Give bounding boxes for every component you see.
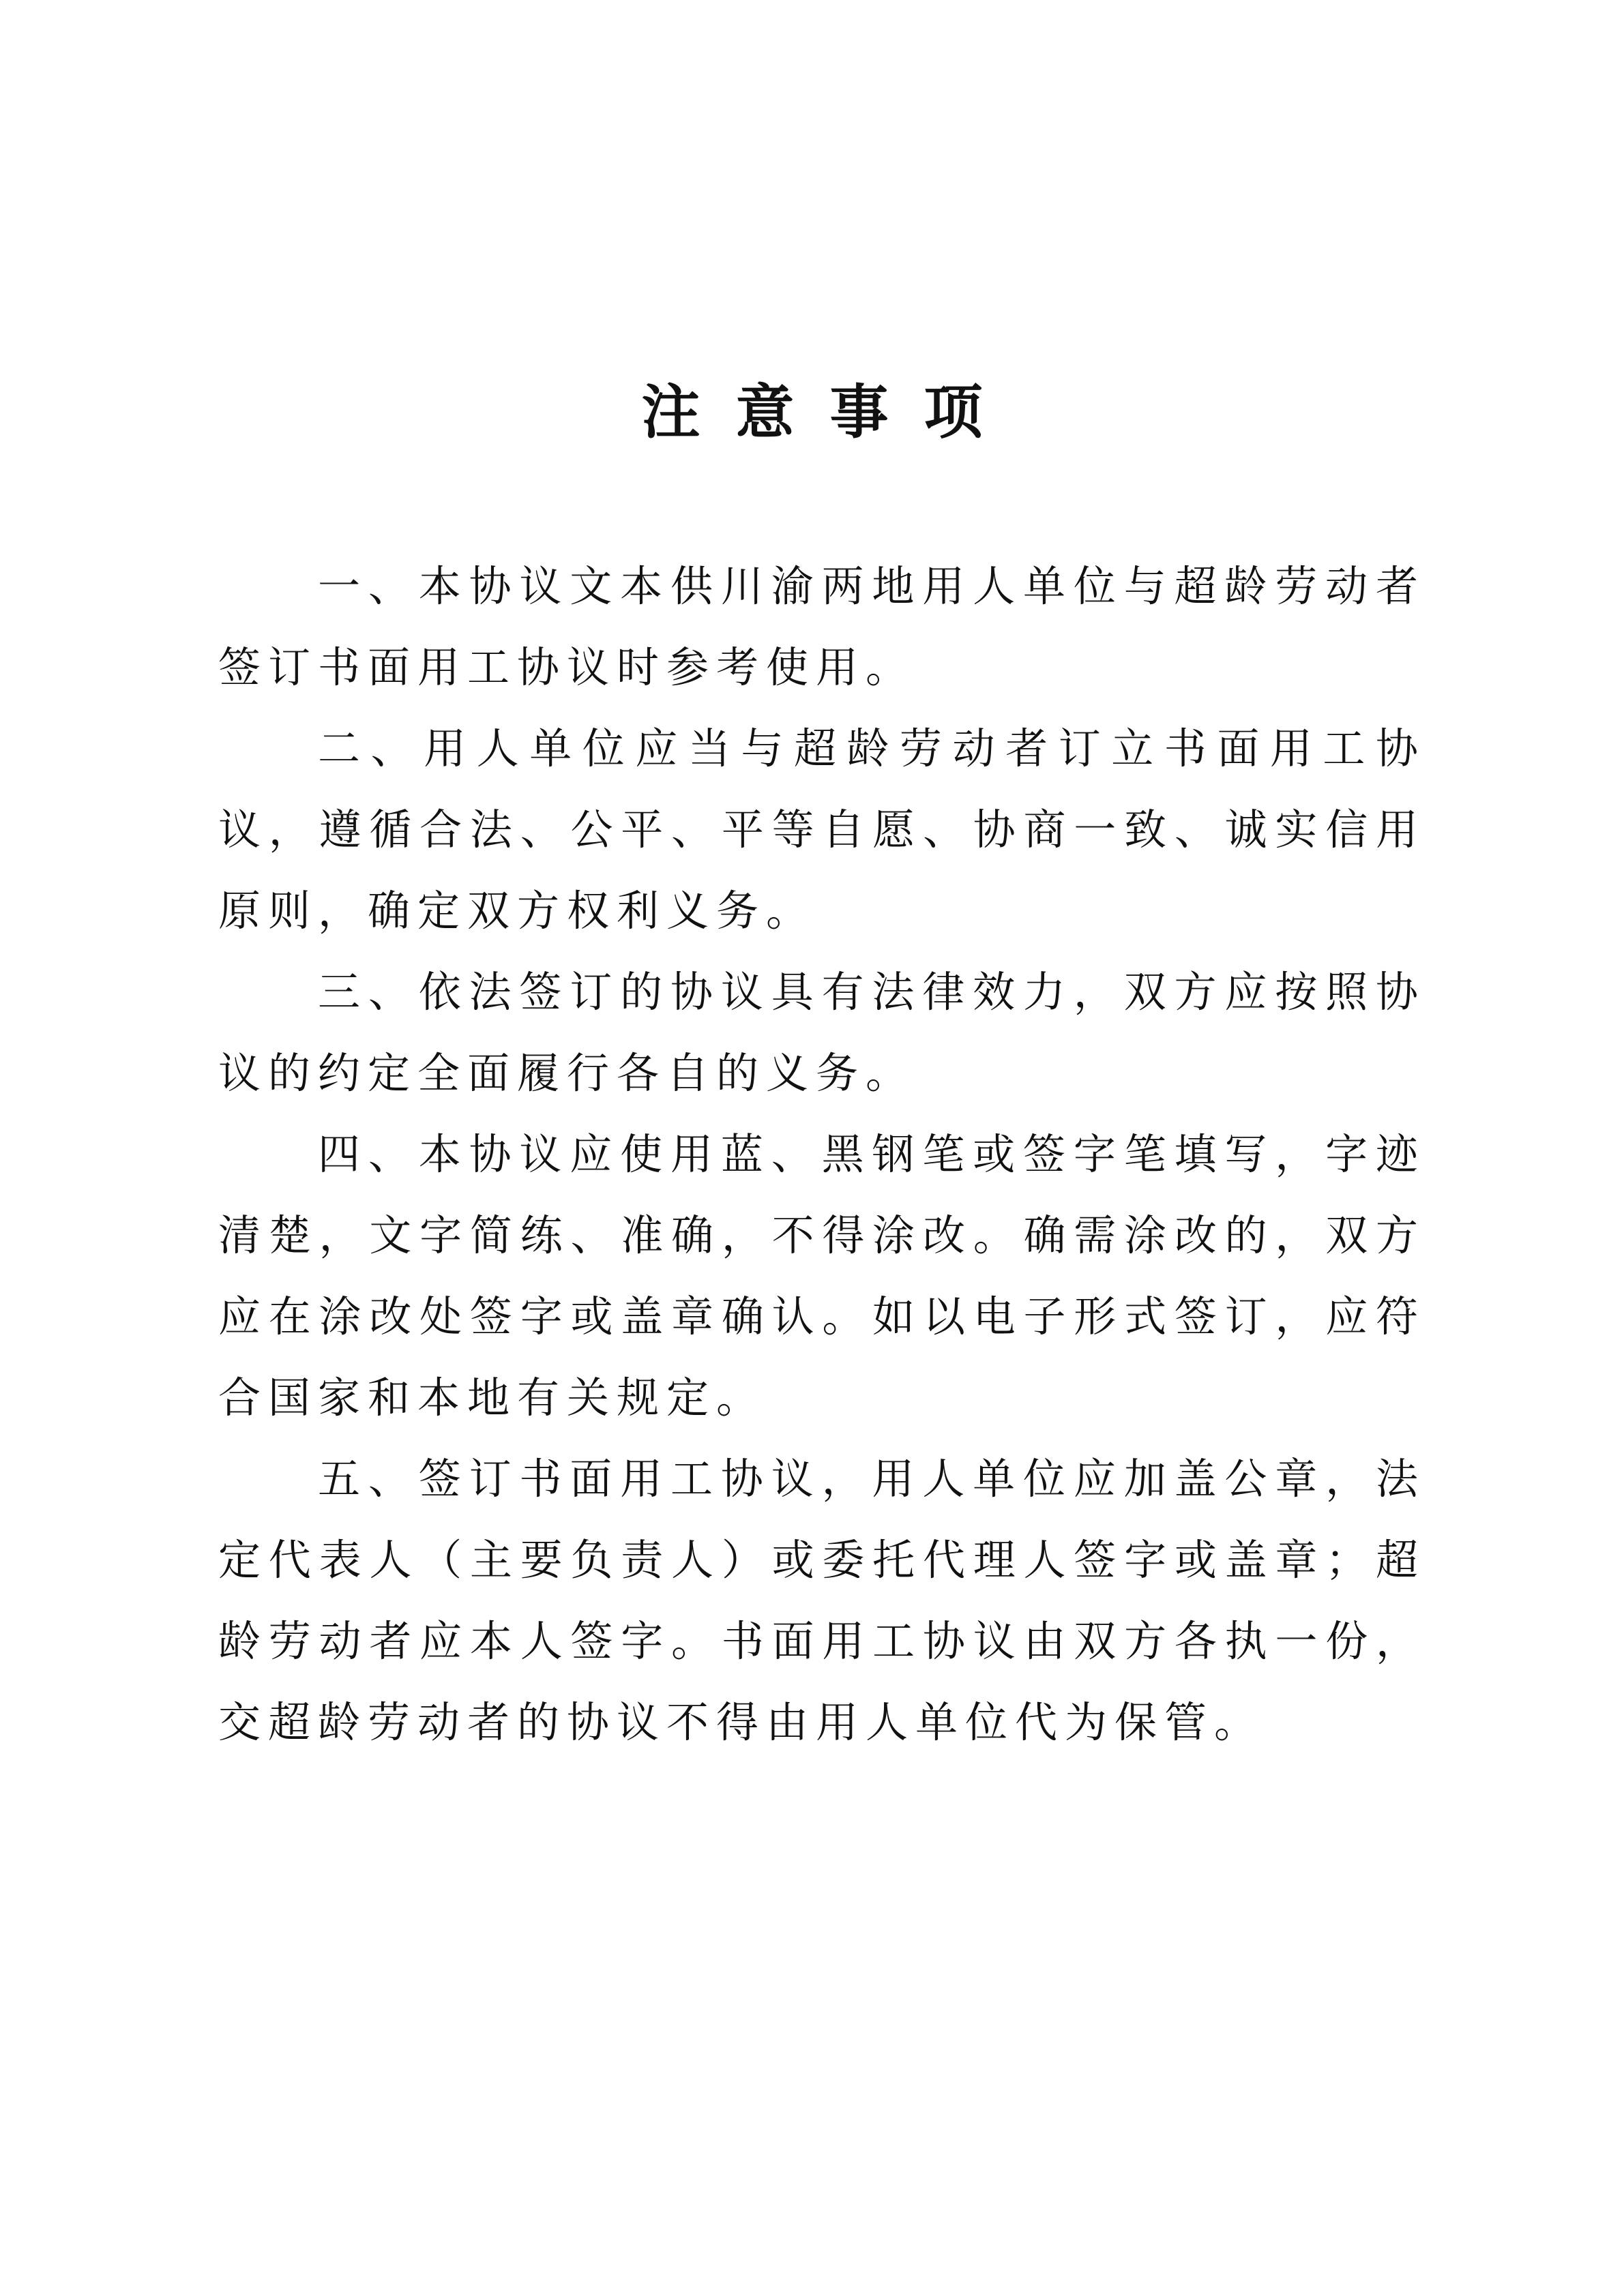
page-title: 注意事项 (641, 378, 1018, 447)
paragraph-5: 五、签订书面用工协议，用人单位应加盖公章，法定代表人（主要负责人）或委托代理人签字或盖章；超龄劳动者应本人签字。书面用工协议由双方各执一份，交超龄劳动者的协议不得由用人单位代为保管。 (218, 1454, 1426, 1747)
paragraph-4: 四、本协议应使用蓝、黑钢笔或签字笔填写，字迹清楚，文字简练、准确，不得涂改。确需涂改的，双方应在涂改处签字或盖章确认。如以电子形式签订，应符合国家和本地有关规定。 (218, 1129, 1426, 1422)
paragraph-1: 一、本协议文本供川渝两地用人单位与超龄劳动者签订书面用工协议时参考使用。 (218, 561, 1426, 692)
notice-body (218, 546, 1426, 1763)
paragraph-3: 三、依法签订的协议具有法律效力，双方应按照协议的约定全面履行各自的义务。 (218, 967, 1426, 1098)
paragraph-2: 二、用人单位应当与超龄劳动者订立书面用工协议，遵循合法、公平、平等自愿、协商一致、诚实信用原则，确定双方权利义务。 (218, 724, 1426, 936)
